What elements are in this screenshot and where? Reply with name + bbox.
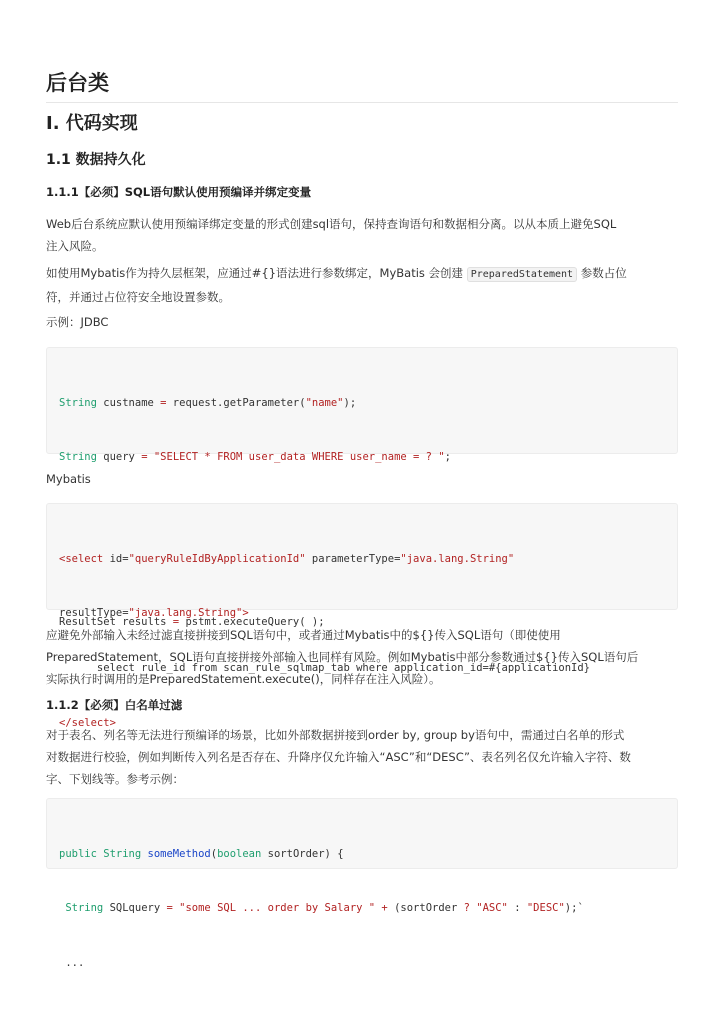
code-block-whitelist	[46, 798, 678, 970]
code-line: ResultSet results = pstmt.executeQuery( );	[59, 616, 325, 629]
paragraph-line: 注入风险。	[46, 239, 104, 253]
paragraph-line: Web后台系统应默认使用预编译绑定变量的形式创建sql语句，保持查询语句和数据相分离。以从本质上避免SQL	[46, 217, 617, 231]
example-label-jdbc: 示例：JDBC	[46, 315, 109, 329]
page-title: 后台类	[46, 70, 678, 103]
code-line: ...	[59, 957, 85, 970]
paragraph-line: 实际执行时调用的是PreparedStatement.execute()，同样存在注入风险）。	[46, 672, 441, 686]
code-line: select rule_id from scan_rule_sqlmap_tab where application_id=#{applicationId}	[59, 662, 591, 675]
inline-code-preparedstatement: PreparedStatement	[467, 267, 577, 282]
paragraph-line: 参数占位	[577, 266, 627, 280]
paragraph-line: 如使用Mybatis作为持久层框架，应通过#{}语法进行参数绑定，MyBatis 会创建	[46, 266, 467, 280]
code-line: public String someMethod(boolean sortOrder) {	[59, 847, 344, 860]
paragraph-prepared-intro	[46, 213, 676, 257]
paragraph-line: 对数据进行校验，例如判断传入列名是否存在、升降序仅允许输入“ASC”和“DESC”、表名列名仅允许输入字符、数	[46, 750, 631, 764]
code-line: </select>	[59, 717, 116, 730]
example-label-mybatis: Mybatis	[46, 472, 91, 486]
paragraph-line: 应避免外部输入未经过滤直接拼接到SQL语句中，或者通过Mybatis中的${}传入SQL语句（即使使用	[46, 628, 561, 642]
code-line: <select id="queryRuleIdByApplicationId" parameterType="java.lang.String"	[59, 552, 515, 565]
code-line: String SQLquery = "some SQL ... order by Salary " + (sortOrder ? "ASC" : "DESC");`	[59, 902, 584, 915]
paragraph-avoid-concatenation	[46, 624, 676, 690]
paragraph-line: 符，并通过占位符安全地设置参数。	[46, 290, 230, 304]
paragraph-mybatis-binding	[46, 262, 676, 308]
rule-heading-whitelist: 1.1.2【必须】白名单过滤	[46, 698, 183, 712]
paragraph-whitelist-intro	[46, 724, 676, 790]
paragraph-line: 对于表名、列名等无法进行预编译的场景，比如外部数据拼接到order by, group by语句中，需通过白名单的形式	[46, 728, 625, 742]
paragraph-line: PreparedStatement，SQL语句直接拼接外部输入也同样有风险。例如Mybatis中部分参数通过${}传入SQL语句后	[46, 650, 639, 664]
subsection-heading-data-persistence: 1.1 数据持久化	[46, 152, 146, 168]
code-line: resultType="java.lang.String">	[59, 607, 249, 620]
rule-heading-prepared-statements: 1.1.1【必须】SQL语句默认使用预编译并绑定变量	[46, 185, 312, 199]
code-line: String custname = request.getParameter("name");	[59, 396, 357, 409]
section-heading-code-implementation: I. 代码实现	[46, 113, 138, 134]
paragraph-line: 字、下划线等。参考示例：	[46, 772, 184, 786]
code-line: String query = "SELECT * FROM user_data WHERE user_name = ? ";	[59, 451, 451, 464]
